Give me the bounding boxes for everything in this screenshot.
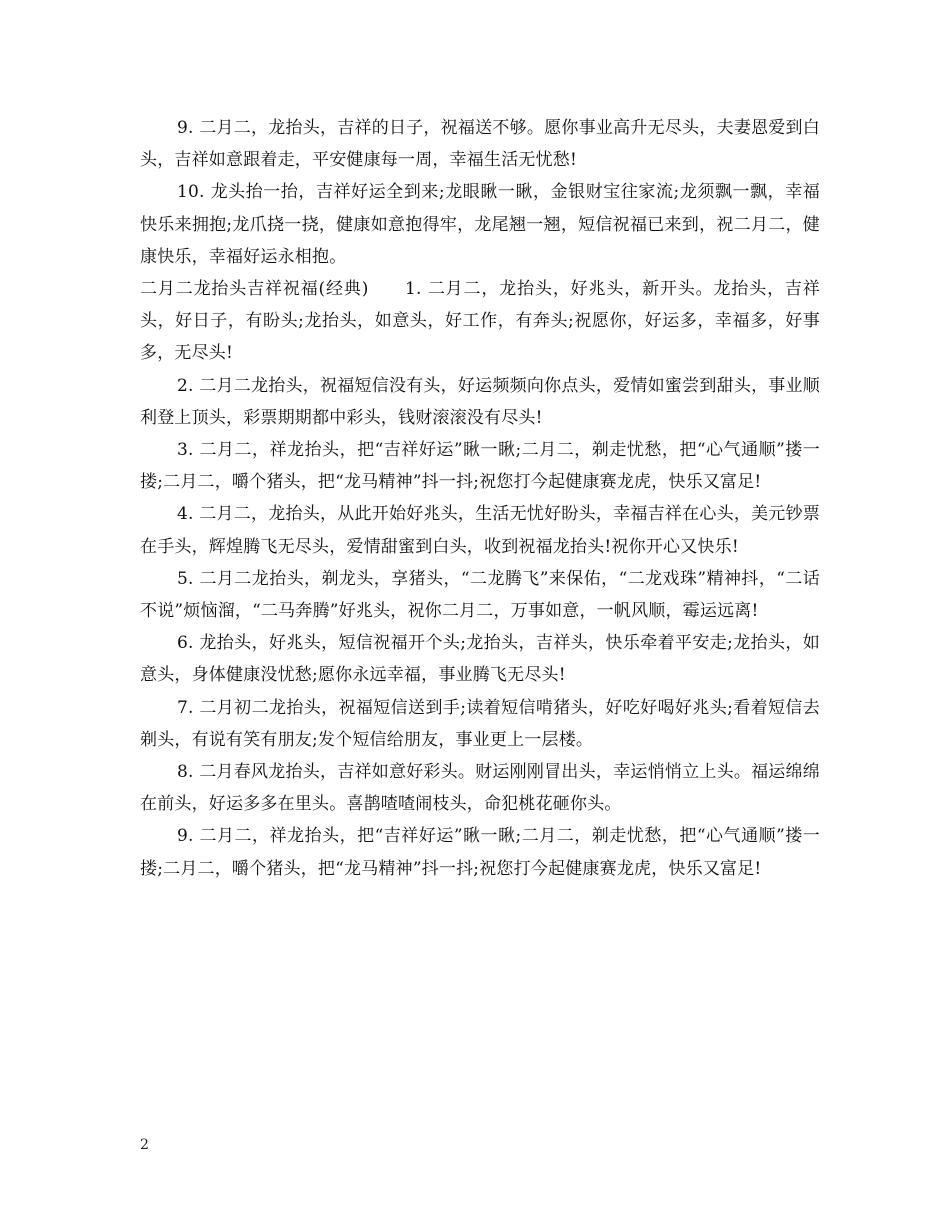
page-number: 2	[140, 1137, 149, 1153]
paragraph-blessing-9a: 9. 二月二，龙抬头，吉祥的日子，祝福送不够。愿你事业高升无尽头，夫妻恩爱到白头，吉祥如意跟着走，平安健康每一周，幸福生活无忧愁!	[140, 118, 820, 171]
paragraph-section-heading-blessing-1: 二月二龙抬头吉祥祝福(经典) 1. 二月二，龙抬头，好兆头，新开头。龙抬头，吉祥头，好日子，有盼头;龙抬头，如意头，好工作，有奔头;祝愿你，好运多，幸福多，好事多，无尽头!	[140, 279, 820, 364]
paragraph-blessing-5: 5. 二月二龙抬头，剃龙头，享猪头，“二龙腾飞”来保佑，“二龙戏珠”精神抖，“二话不说”烦恼溜，“二马奔腾”好兆头，祝你二月二，万事如意，一帆风顺，霉运远离!	[140, 568, 820, 622]
paragraph-blessing-7: 7. 二月初二龙抬头，祝福短信送到手;读着短信啃猪头，好吃好喝好兆头;看着短信去剃头，有说有笑有朋友;发个短信给朋友，事业更上一层楼。	[140, 697, 820, 750]
paragraph-blessing-4: 4. 二月二，龙抬头，从此开始好兆头，生活无忧好盼头，幸福吉祥在心头，美元钞票在手头，辉煌腾飞无尽头，爱情甜蜜到白头，收到祝福龙抬头!祝你开心又快乐!	[140, 504, 820, 557]
document-body	[140, 112, 820, 885]
paragraph-blessing-8: 8. 二月春风龙抬头，吉祥如意好彩头。财运刚刚冒出头，幸运悄悄立上头。福运绵绵在前头，好运多多在里头。喜鹊喳喳闹枝头，命犯桃花砸你头。	[140, 762, 820, 815]
paragraph-blessing-6: 6. 龙抬头，好兆头，短信祝福开个头;龙抬头，吉祥头，快乐牵着平安走;龙抬头，如意头，身体健康没忧愁;愿你永远幸福，事业腾飞无尽头!	[140, 633, 820, 686]
paragraph-blessing-2: 2. 二月二龙抬头，祝福短信没有头，好运频频向你点头，爱情如蜜尝到甜头，事业顺利登上顶头，彩票期期都中彩头，钱财滚滚没有尽头!	[140, 375, 820, 428]
paragraph-blessing-3: 3. 二月二，祥龙抬头，把“吉祥好运”瞅一瞅;二月二，剃走忧愁，把“心气通顺”搂一搂;二月二，嚼个猪头，把“龙马精神”抖一抖;祝您打今起健康赛龙虎，快乐又富足!	[140, 440, 820, 493]
paragraph-blessing-9b: 9. 二月二，祥龙抬头，把“吉祥好运”瞅一瞅;二月二，剃走忧愁，把“心气通顺”搂一搂;二月二，嚼个猪头，把“龙马精神”抖一抖;祝您打今起健康赛龙虎，快乐又富足!	[140, 826, 820, 879]
paragraph-blessing-10: 10. 龙头抬一抬，吉祥好运全到来;龙眼瞅一瞅，金银财宝往家流;龙须飘一飘，幸福快乐来拥抱;龙爪挠一挠，健康如意抱得牢，龙尾翘一翘，短信祝福已来到，祝二月二，健康快乐，幸福好运永相抱。	[140, 182, 820, 267]
